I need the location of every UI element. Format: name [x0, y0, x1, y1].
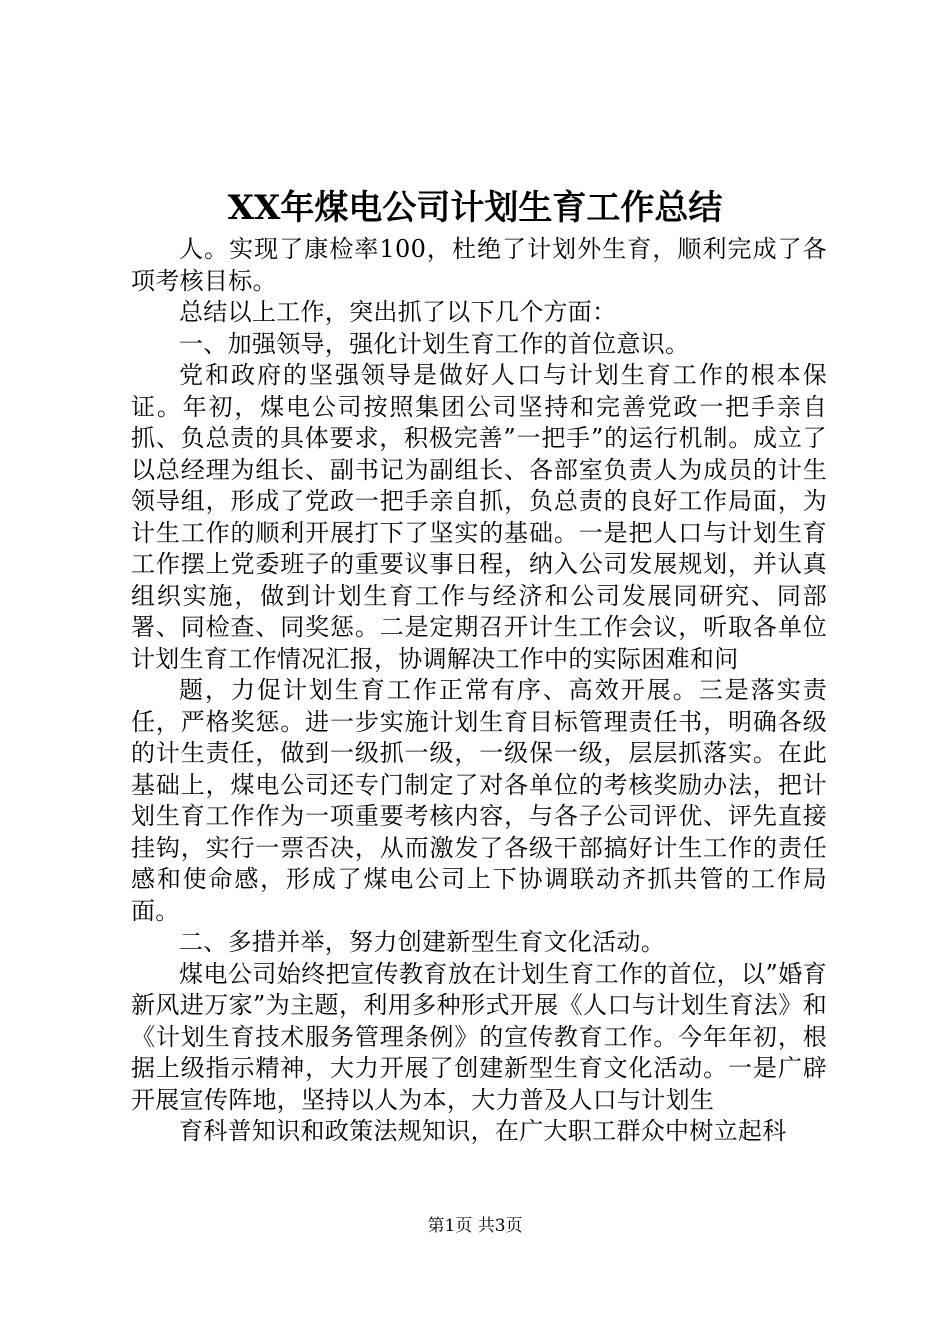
- paragraph: 煤电公司始终把宣传教育放在计划生育工作的首位，以”婚育新风进万家”为主题，利用多种形式开展《人口与计划生育法》和《计划生育技术服务管理条例》的宣传教育工作。今年年初，根据上级指示精神，大力开展了创建新型生育文化活动。一是广辟开展宣传阵地，坚持以人为本，大力普及人口与计划生: [131, 959, 827, 1114]
- document-title: XX年煤电公司计划生育工作总结: [227, 188, 723, 228]
- section-heading: 二、多措并举，努力创建新型生育文化活动。: [179, 928, 665, 956]
- paragraph: 题，力促计划生育工作正常有序、高效开展。三是落实责任，严格奖惩。进一步实施计划生育目标管理责任书，明确各级的计生责任，做到一级抓一级，一级保一级，层层抓落实。在此基础上，煤电公司还专门制定了对各单位的考核奖励办法，把计划生育工作作为一项重要考核内容，与各子公司评优、评先直接挂钩，实行一票否决，从而激发了各级干部搞好计生工作的责任感和使命感，形成了煤电公司上下协调联动齐抓共管的工作局面。: [131, 676, 827, 925]
- paragraph: 育科普知识和政策法规知识，在广大职工群众中树立起科: [179, 1117, 787, 1145]
- section-heading: 一、加强领导，强化计划生育工作的首位意识。: [179, 329, 690, 358]
- paragraph: 人。实现了康检率100，杜绝了计划外生育，顺利完成了各项考核目标。: [131, 235, 827, 295]
- paragraph: 党和政府的坚强领导是做好人口与计划生育工作的根本保证。年初，煤电公司按照集团公司坚持和完善党政一把手亲自抓、负总责的具体要求，积极完善”一把手”的运行机制。成立了以总经理为组长、副书记为副组长、各部室负责人为成员的计生领导组，形成了党政一把手亲自抓，负总责的良好工作局面，为计生工作的顺利开展打下了坚实的基础。一是把人口与计划生育工作摆上党委班子的重要议事日程，纳入公司发展规划，并认真组织实施，做到计划生育工作与经济和公司发展同研究、同部署、同检查、同奖惩。二是定期召开计生工作会议，听取各单位计划生育工作情况汇报，协调解决工作中的实际困难和问: [131, 361, 827, 673]
- document-body: [131, 234, 827, 1148]
- paragraph: 总结以上工作，突出抓了以下几个方面：: [179, 298, 617, 326]
- page-footer: 第1页 共3页: [427, 1216, 523, 1236]
